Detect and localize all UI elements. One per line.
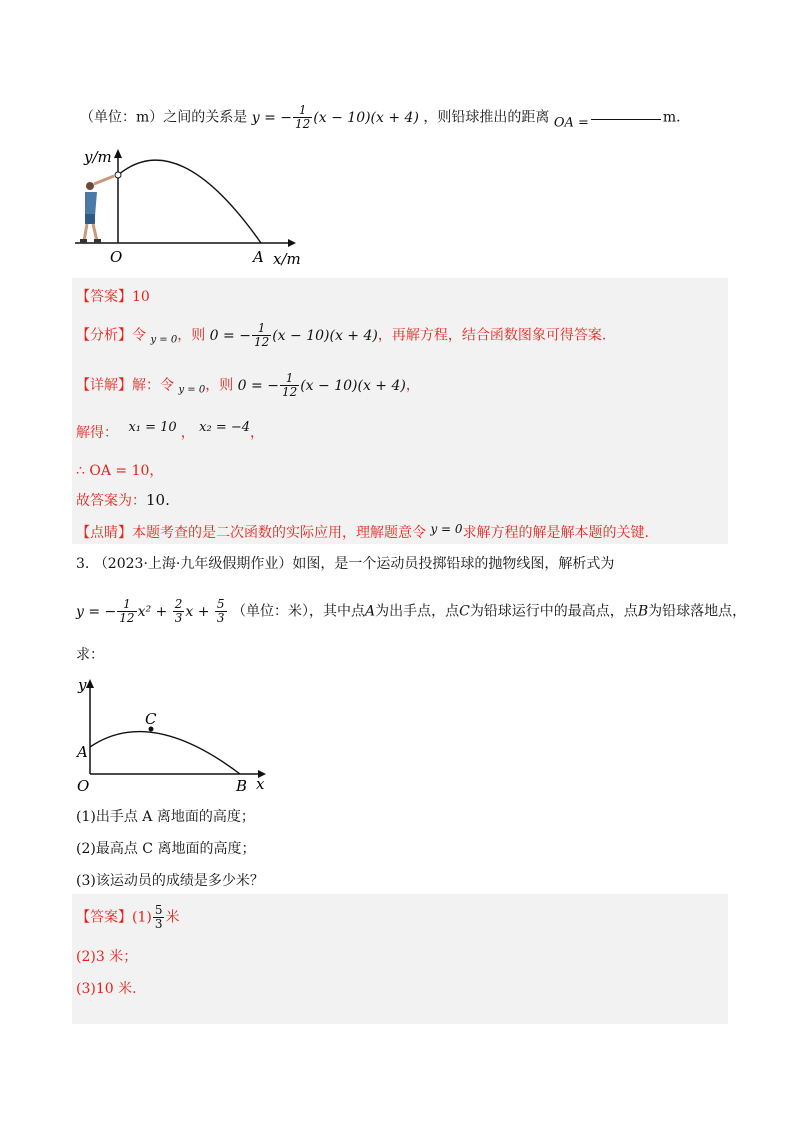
x-axis-label: x — [256, 775, 265, 793]
problem3-header — [76, 553, 614, 573]
answer2-line — [76, 286, 150, 306]
fraction: $\frac{1}{12}$ — [295, 103, 311, 131]
problem3-source: （2023·上海·九年级假期作业）如图，是一个运动员投掷铅球的抛物线图，解析式为 — [93, 556, 615, 572]
fraction: $\frac{1}{12}$ — [119, 597, 135, 625]
x-axis-label: x/m — [273, 250, 301, 268]
detail-line — [76, 372, 420, 399]
answer-value: 10 — [132, 289, 150, 305]
analysis-text-post: ，再解方程，结合函数图象可得答案. — [377, 327, 607, 344]
problem3-formula-line — [76, 598, 746, 625]
comment-line — [76, 522, 649, 542]
question-3: (3)该运动员的成绩是多少米？ — [76, 873, 264, 889]
desc-b: 为出手点，点 — [375, 603, 460, 620]
x-axis-arrow — [288, 239, 296, 247]
comment-tag: 【点睛】 — [76, 525, 132, 541]
fraction: $\frac{2}{3}$ — [174, 597, 183, 625]
problem2-unit: m. — [662, 109, 681, 126]
analysis-text-then: ，则 — [177, 327, 206, 344]
question-2: (2)最高点 C 离地面的高度； — [76, 841, 256, 857]
y-axis-label: y/m — [84, 148, 112, 166]
detail-text-then: ，则 — [205, 377, 234, 394]
root-x2: x₂ = −4 — [199, 420, 251, 435]
point-c-ref: C — [459, 603, 470, 620]
root-x1: x₁ = 10 — [128, 420, 177, 435]
analysis-line — [76, 322, 606, 349]
problem3-number: 3. — [76, 556, 90, 572]
problem2-formula: y = − $\frac{1}{12}$ (x − 10)(x + 4) — [251, 103, 419, 131]
point-b-ref: B — [637, 603, 649, 620]
answer-tag: 【答案】 — [76, 909, 132, 926]
y-axis-label: y — [78, 676, 87, 694]
solve-label: 解得： — [76, 425, 118, 441]
problem2-oa: OA = — [553, 115, 589, 131]
comment-text-post: 求解方程的解是解本题的关键. — [462, 525, 650, 541]
analysis-condition: y = 0 — [150, 334, 178, 346]
origin-label: O — [77, 777, 90, 795]
detail-comma: ， — [405, 377, 420, 394]
shotput-trajectory-figure — [70, 140, 310, 270]
answer3-a1-pre: (1) — [132, 909, 152, 926]
answer-blank — [591, 119, 661, 120]
fraction: $\frac{5}{3}$ — [216, 597, 225, 625]
desc-a: （单位：米），其中点 — [231, 603, 365, 620]
answer-tag: 【答案】 — [76, 289, 132, 305]
point-b-label: B — [236, 777, 248, 795]
y-axis-arrow — [114, 149, 122, 158]
fraction: $\frac{1}{12}$ — [253, 321, 270, 349]
question-1: (1)出手点 A 离地面的高度； — [76, 809, 255, 825]
analysis-equation: 0 = − $\frac{1}{12}$ (x − 10)(x + 4) — [209, 321, 378, 349]
problem3-formula: y = − $\frac{1}{12}$ x² + $\frac{2}{3}$ x + $\frac{5}{3}$ — [76, 597, 225, 625]
athlete-figure — [80, 176, 114, 243]
answer3-line-1 — [76, 904, 179, 931]
answer3-a1-value: $\frac{5}{3}$ — [154, 903, 163, 931]
final-value: 10. — [146, 491, 170, 509]
comment-text: 本题考查的是二次函数的实际应用，理解题意令 — [132, 525, 426, 541]
detail-text: 解：令 — [132, 377, 174, 394]
answer3-line-2: (2)3 米； — [76, 949, 138, 965]
desc-d: 为铅球落地点， — [648, 603, 747, 620]
analysis-tag: 【分析】 — [76, 327, 132, 344]
parabola-curve — [90, 732, 240, 774]
comment-condition: y = 0 — [430, 522, 463, 536]
analysis-text: 令 — [132, 327, 146, 344]
final-answer-line — [76, 490, 170, 510]
y-axis-arrow — [86, 679, 94, 688]
answer3-a1-unit: 米 — [165, 909, 180, 926]
desc-c: 为铅球运行中的最高点，点 — [469, 603, 638, 620]
point-a-ref: A — [364, 603, 376, 620]
answer3-line-3: (3)10 米. — [76, 981, 137, 997]
problem3-parabola-figure — [70, 672, 280, 797]
answer2-panel — [72, 278, 728, 544]
solve-line: 解得： x₁ = 10 ， x₂ = −4， — [76, 420, 265, 441]
problem3-ask: 求： — [76, 647, 104, 663]
detail-equation: 0 = − $\frac{1}{12}$ (x − 10)(x + 4) — [237, 371, 406, 399]
problem2-mid: ，则铅球推出的距离 — [423, 109, 550, 126]
trajectory-curve — [118, 160, 261, 243]
problem2-statement — [80, 104, 681, 131]
release-point — [115, 172, 121, 178]
point-a-label: A — [253, 248, 264, 266]
detail-tag: 【详解】 — [76, 377, 132, 394]
final-label: 故答案为： — [76, 493, 146, 509]
origin-label: O — [110, 248, 123, 266]
therefore-line: ∴ OA = 10， — [76, 463, 164, 479]
point-c-label: C — [145, 710, 157, 728]
fraction: $\frac{1}{12}$ — [281, 371, 298, 399]
problem2-intro: （单位：m）之间的关系是 — [80, 109, 248, 126]
point-a-label: A — [77, 743, 88, 761]
detail-condition: y = 0 — [178, 384, 206, 396]
